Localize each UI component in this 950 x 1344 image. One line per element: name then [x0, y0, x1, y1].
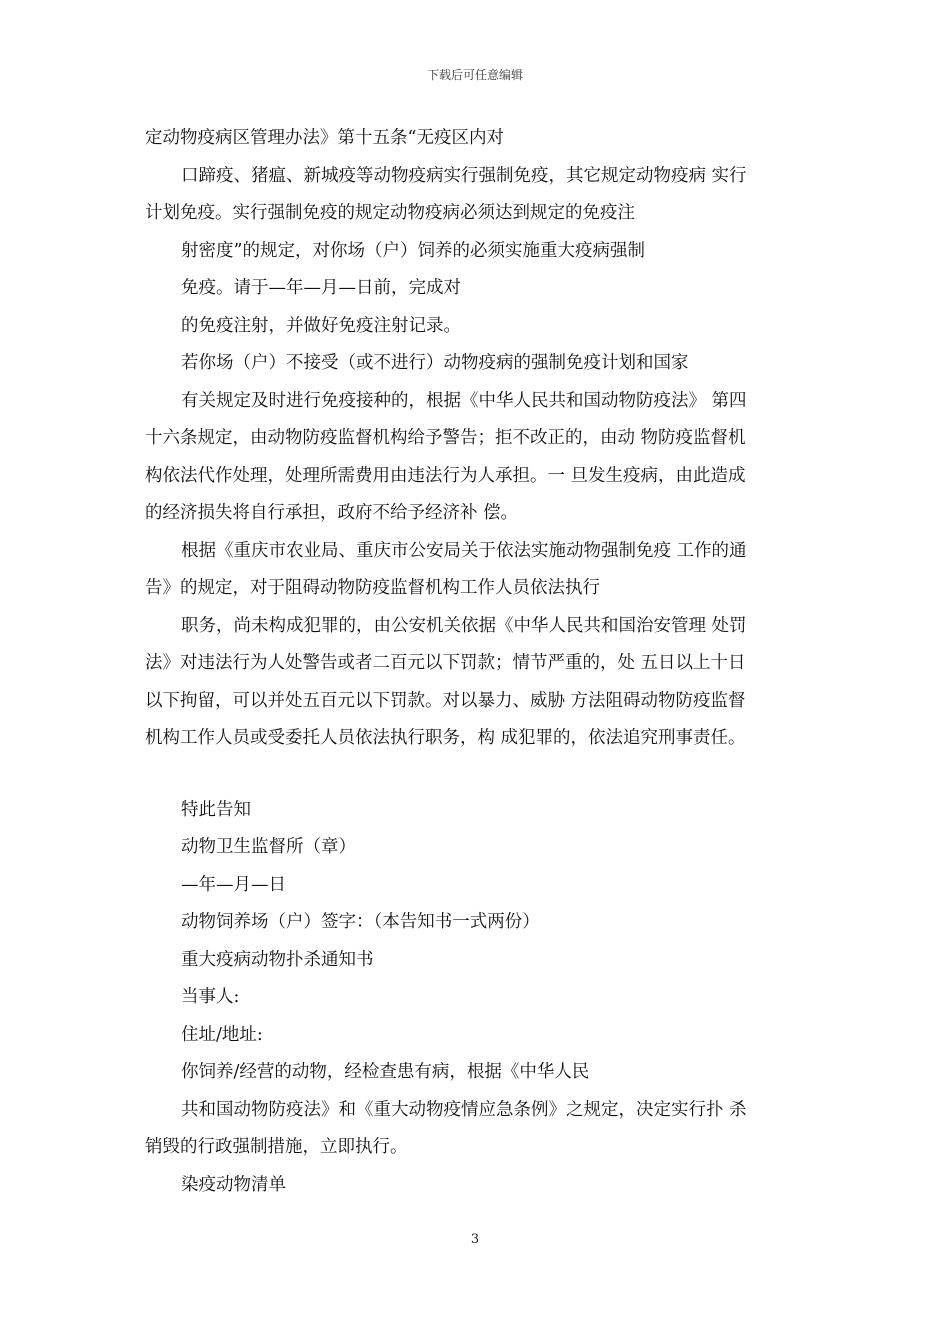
text-line: 特此告知 [181, 799, 251, 820]
text-line: 当事人: [181, 987, 240, 1007]
text-line: 染疫动物清单 [181, 1174, 286, 1195]
page-number: 3 [470, 1232, 480, 1247]
notice-paragraphs [145, 120, 805, 758]
notice-closing-and-kill-order [145, 792, 805, 1205]
paragraph-gap [145, 758, 805, 792]
text-line: 机构工作人员或受委托人员依法执行职务，构 成犯罪的，依法追究刑事责任。 [145, 728, 746, 748]
text-line: 构依法代作处理，处理所需费用由违法行为人承担。一 旦发生疫病，由此造成 [145, 465, 746, 486]
text-line: 法》对违法行为人处警告或者二百元以下罚款；情节严重的，处 五日以上十日 [145, 653, 746, 673]
text-line: 免疫。请于—年—月—日前，完成对 [181, 278, 461, 298]
text-line: 动物卫生监督所（章） [181, 837, 356, 857]
text-line: 十六条规定，由动物防疫监督机构给予警告；拒不改正的，由动 物防疫监督机 [145, 428, 746, 448]
text-line: 共和国动物防疫法》和《重大动物疫情应急条例》之规定，决定实行扑 杀 [181, 1099, 747, 1120]
text-line: 口蹄疫、猪瘟、新城疫等动物疫病实行强制免疫，其它规定动物疫病 实行 [181, 165, 747, 186]
text-line: 根据《重庆市农业局、重庆市公安局关于依法实施动物强制免疫 工作的通 [181, 540, 747, 561]
text-line: 定动物疫病区管理办法》第十五条“无疫区内对 [145, 128, 504, 148]
text-line: —年—月—日 [181, 874, 286, 895]
text-line: 你饲养/经营的动物，经检查患有病，根据《中华人民 [181, 1062, 590, 1082]
text-line: 住址/地址: [181, 1024, 263, 1045]
text-line: 以下拘留，可以并处五百元以下罚款。对以暴力、威胁 方法阻碍动物防疫监督 [145, 690, 746, 711]
text-line: 射密度”的规定，对你场（户）饲养的必须实施重大疫病强制 [181, 240, 645, 261]
document-body [145, 120, 805, 1204]
text-line: 销毁的行政强制措施，立即执行。 [145, 1137, 408, 1157]
text-line: 的免疫注射，并做好免疫注射记录。 [181, 315, 461, 336]
text-line: 告》的规定，对于阻碍动物防疫监督机构工作人员依法执行 [145, 578, 600, 598]
text-line: 动物饲养场（户）签字：（本告知书一式两份） [181, 912, 540, 932]
text-line: 重大疫病动物扑杀通知书 [181, 949, 374, 970]
text-line: 若你场（户）不接受（或不进行）动物疫病的强制免疫计划和国家 [181, 353, 689, 373]
text-line: 计划免疫。实行强制免疫的规定动物疫病必须达到规定的免疫注 [145, 203, 635, 223]
text-line: 有关规定及时进行免疫接种的，根据《中华人民共和国动物防疫法》 第四 [181, 390, 747, 411]
page-header: 下载后可任意编辑 [426, 68, 523, 82]
text-line: 的经济损失将自行承担，政府不给予经济补 偿。 [145, 503, 519, 523]
text-line: 职务，尚未构成犯罪的，由公安机关依据《中华人民共和国治安管理 处罚 [181, 615, 747, 636]
